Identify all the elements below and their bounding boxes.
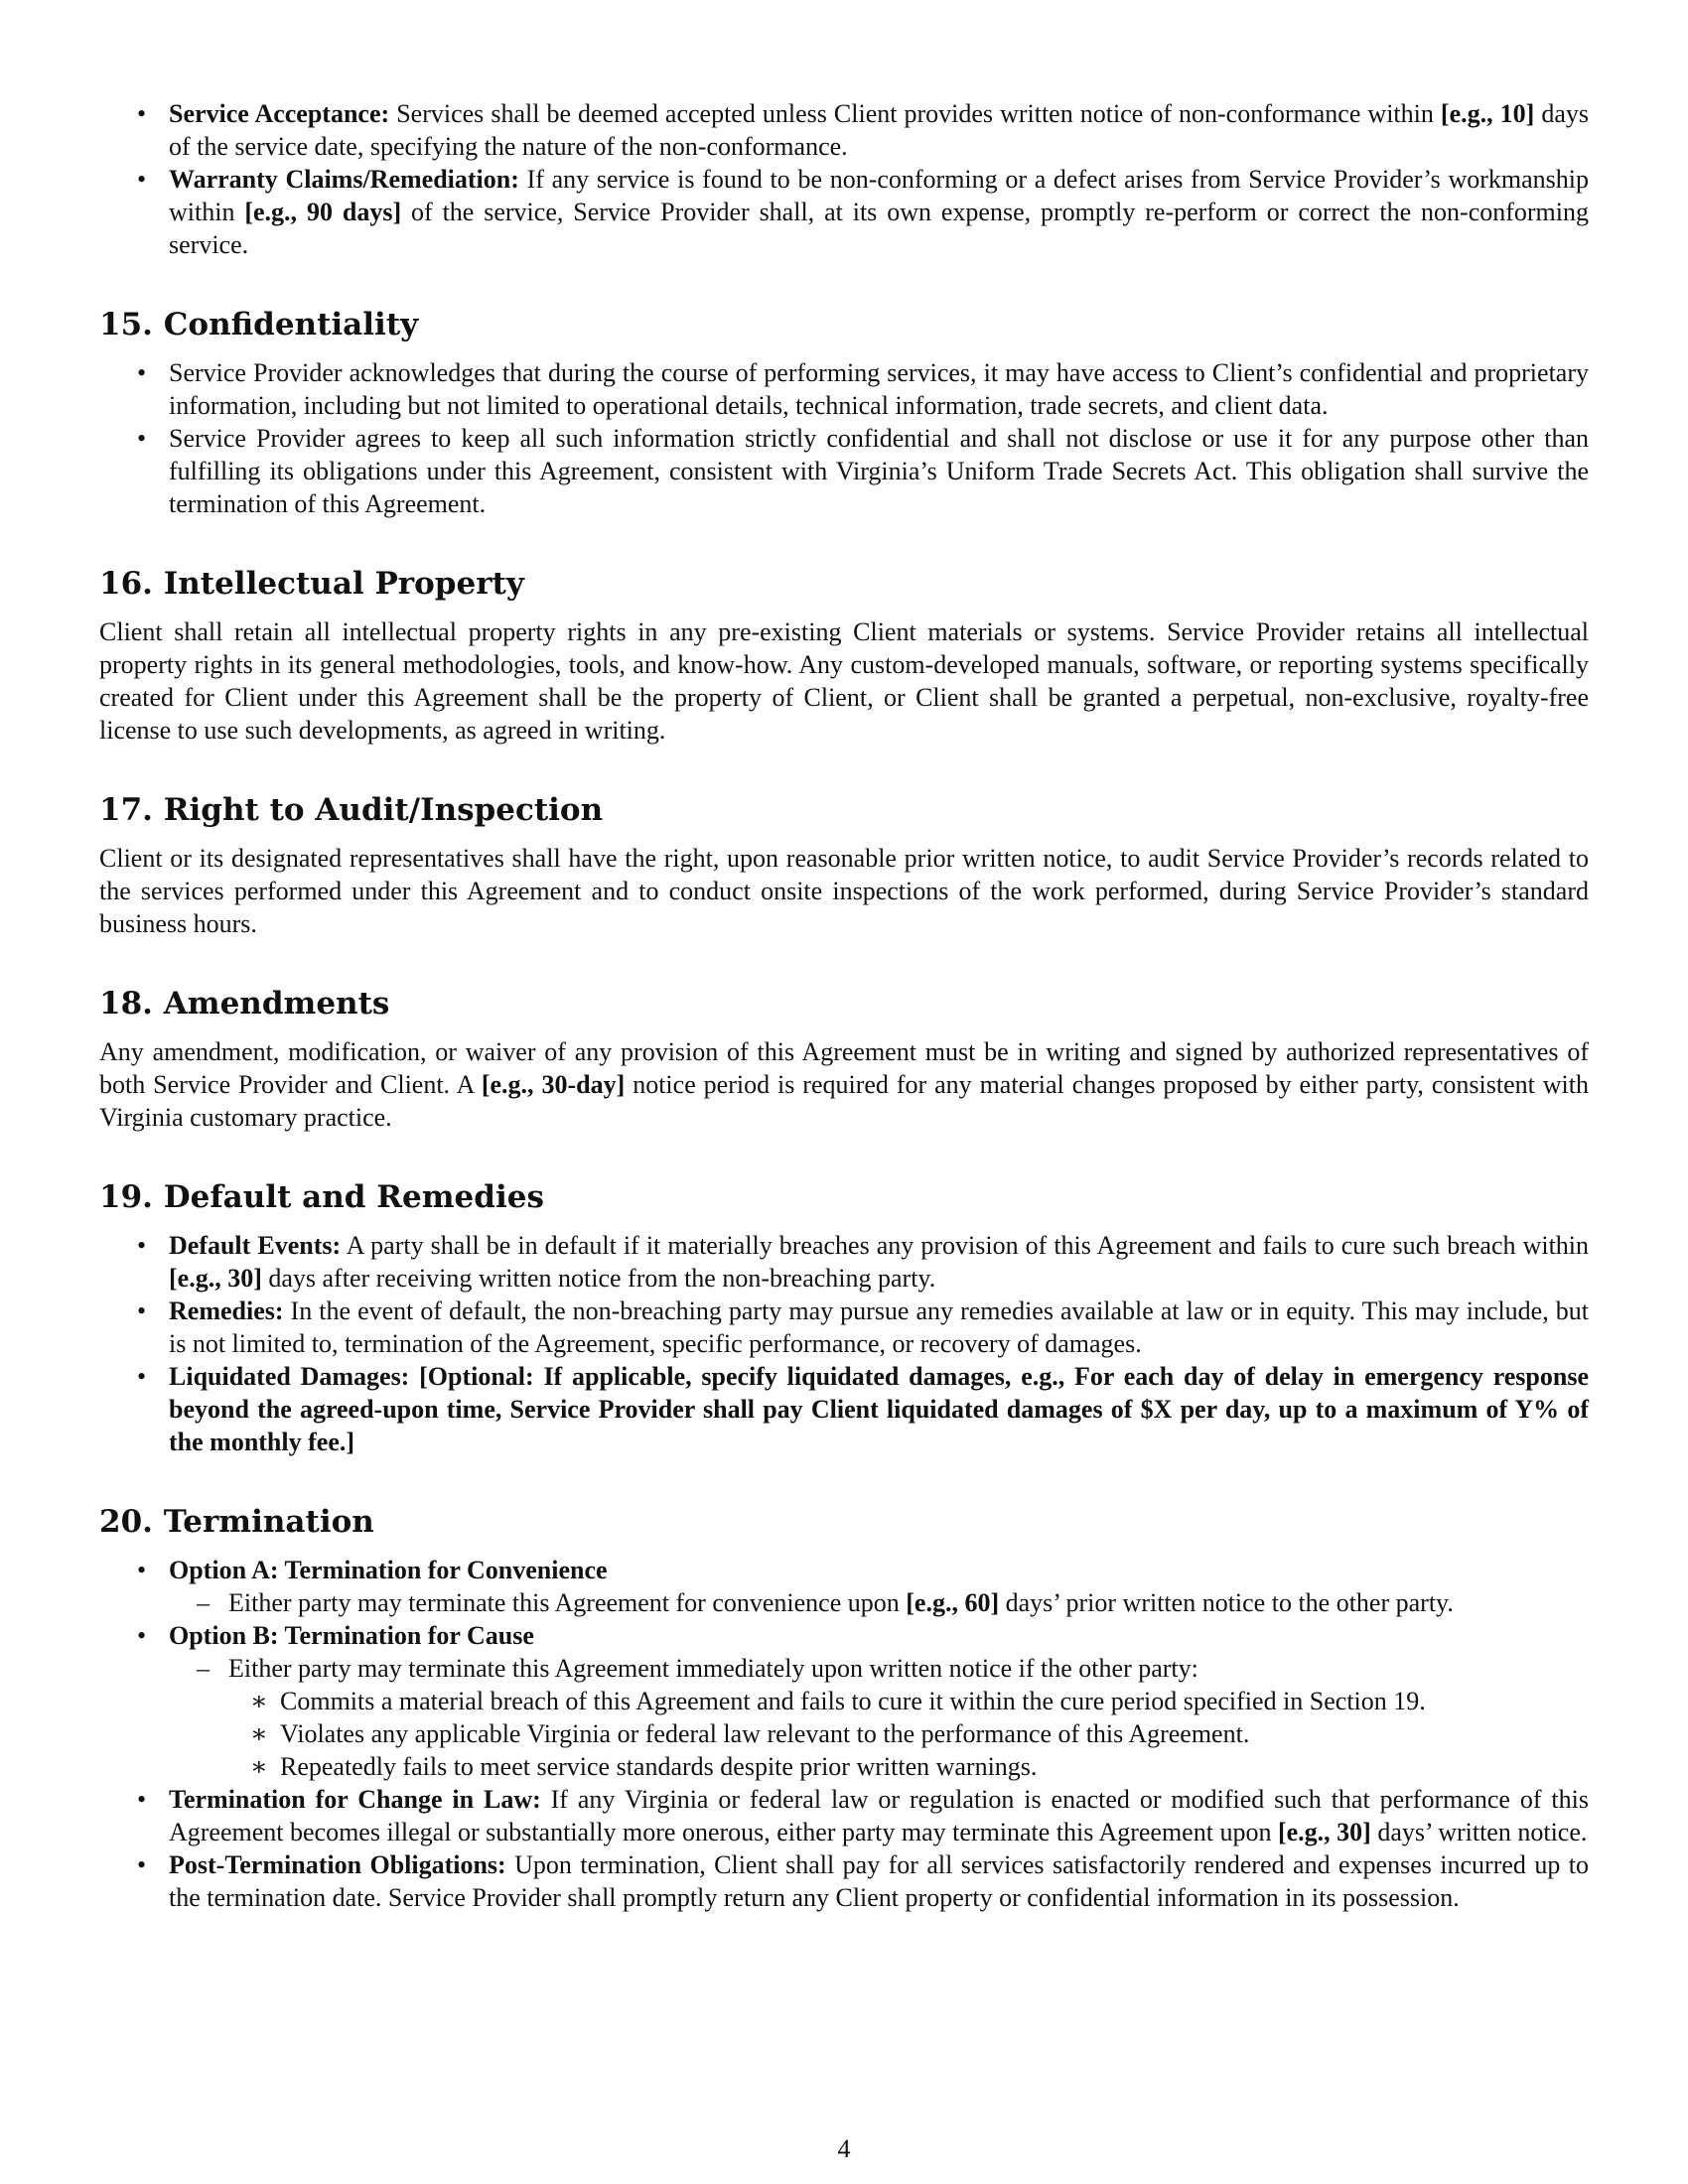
section-14-continued-list: [99, 97, 1589, 261]
item-label: Option A: Termination for Convenience: [169, 1556, 608, 1584]
item-label: Default Events:: [169, 1231, 342, 1260]
item-text: Either party may terminate this Agreement immediately upon written notice if the other party:: [228, 1654, 1198, 1683]
item-text: days after receiving written notice from the non-breaching party.: [261, 1264, 936, 1293]
sub-list-item: [169, 1652, 1589, 1783]
section-list: [99, 1554, 1589, 1914]
section-15: [99, 305, 1589, 520]
item-label: Service Acceptance:: [169, 99, 390, 128]
item-text: days of the service date, specifying the nature of the non-conformance.: [169, 99, 1590, 161]
paragraph-text: Any amendment, modification, or waiver of any provision of this Agreement must be in writing and signed by authorized representatives of both Service Provider and Client. A: [99, 1037, 1589, 1099]
item-text: of the service, Service Provider shall, at its own expense, promptly re-perform or correct the non-conforming service.: [169, 198, 1590, 259]
item-text: Upon termination, Client shall pay for all services satisfactorily rendered and expenses incurred up to the termination date. Service Provider shall promptly return any Client property or confidential information in its possession.: [169, 1850, 1589, 1912]
item-text: Either party may terminate this Agreement for convenience upon: [228, 1588, 907, 1617]
list-item: [99, 1360, 1589, 1458]
document-body: [99, 97, 1589, 1914]
list-item: [99, 1619, 1589, 1783]
sub-sub-list-item: ∗ Repeatedly fails to meet service standards despite prior written warnings.: [228, 1750, 1589, 1783]
item-label: Remedies:: [169, 1297, 284, 1325]
item-text: A party shall be in default if it materially breaches any provision of this Agreement and fails to cure such breach within: [341, 1231, 1590, 1260]
placeholder-value: [e.g., 60]: [906, 1588, 1000, 1617]
item-text: Services shall be deemed accepted unless Client provides written notice of non-conformance within: [389, 99, 1441, 128]
section-17: [99, 790, 1589, 940]
list-item: [99, 1848, 1589, 1914]
section-heading: 17. Right to Audit/Inspection: [99, 792, 604, 828]
list-item: • Service Provider acknowledges that during the course of performing services, it may have access to Client’s confidential and proprietary information, including but not limited to operational details, technical information, trade secrets, and client data.: [99, 356, 1589, 422]
sub-list: [169, 1586, 1589, 1619]
sub-list-item: [169, 1586, 1589, 1619]
item-label: Warranty Claims/Remediation:: [169, 165, 519, 194]
section-paragraph: Client or its designated representatives shall have the right, upon reasonable prior written notice, to audit Service Provider’s records related to the services performed under this Agreement and to conduct onsite inspections of the work performed, during Service Provider’s standard business hours.: [99, 844, 1589, 938]
item-text-bold: [Optional: If applicable, specify liquidated damages, e.g., For each day of delay in emergency response beyond the agreed-upon time, Service Provider shall pay Client liquidated damages of $X per day, up to a maximum of Y% of the monthly fee.]: [169, 1362, 1589, 1456]
paragraph-text: notice period is required for any material changes proposed by either party, consistent with Virginia customary practice.: [99, 1070, 1589, 1132]
section-paragraph: [99, 1035, 1589, 1134]
section-paragraph: Client shall retain all intellectual property rights in any pre-existing Client materials or systems. Service Provider retains all intellectual property rights in its general methodologies, tools, and know-how. Any custom-developed manuals, software, or reporting systems specifically created for Client under this Agreement shall be the property of Client, or Client shall be granted a perpetual, non-exclusive, royalty-free license to use such developments, as agreed in writing.: [99, 617, 1589, 745]
placeholder-value: [e.g., 30-day]: [481, 1070, 626, 1099]
section-heading: 15. Confidentiality: [99, 307, 419, 342]
item-text: If any Virginia or federal law or regulation is enacted or modified such that performance of this Agreement becomes illegal or substantially more onerous, either party may terminate this Agreement upon: [169, 1785, 1589, 1846]
list-item: [99, 97, 1589, 163]
item-text: days’ written notice.: [1370, 1818, 1588, 1846]
section-heading: 16. Intellectual Property: [99, 566, 524, 602]
section-18: [99, 984, 1589, 1134]
item-text: In the event of default, the non-breaching party may pursue any remedies available at law or in equity. This may include, but is not limited to, termination of the Agreement, specific performance, or recovery of damages.: [169, 1297, 1589, 1358]
list-item: [99, 163, 1589, 261]
section-list: [99, 1229, 1589, 1458]
item-label: Post-Termination Obligations:: [169, 1850, 506, 1879]
list-item: [99, 1229, 1589, 1295]
sub-list: [169, 1652, 1589, 1783]
item-label: Termination for Change in Law:: [169, 1785, 541, 1814]
section-heading: 19. Default and Remedies: [99, 1179, 544, 1215]
sub-sub-list: [228, 1685, 1589, 1783]
section-20: [99, 1502, 1589, 1914]
list-item: [99, 1554, 1589, 1619]
list-item: [99, 1783, 1589, 1848]
placeholder-value: [e.g., 30]: [169, 1264, 262, 1293]
item-text: days’ prior written notice to the other party.: [999, 1588, 1454, 1617]
item-text: If any service is found to be non-conforming or a defect arises from Service Provider’s workmanship within: [169, 165, 1589, 226]
section-heading: 18. Amendments: [99, 986, 390, 1022]
sub-sub-list-item: ∗ Commits a material breach of this Agreement and fails to cure it within the cure period specified in Section 19.: [228, 1685, 1589, 1717]
page-number: 4: [837, 2134, 851, 2163]
item-label: Liquidated Damages:: [169, 1362, 410, 1391]
list-item: • Service Provider agrees to keep all such information strictly confidential and shall not disclose or use it for any purpose other than fulfilling its obligations under this Agreement, consistent with Virginia’s Uniform Trade Secrets Act. This obligation shall survive the termination of this Agreement.: [99, 422, 1589, 520]
section-16: [99, 564, 1589, 747]
sub-sub-list-item: ∗ Violates any applicable Virginia or federal law relevant to the performance of this Agreement.: [228, 1717, 1589, 1750]
section-19: [99, 1177, 1589, 1458]
placeholder-value: [e.g., 30]: [1277, 1818, 1371, 1846]
placeholder-value: [e.g., 10]: [1440, 99, 1535, 128]
section-heading: 20. Termination: [99, 1504, 374, 1540]
section-list: [99, 356, 1589, 520]
item-label: Option B: Termination for Cause: [169, 1621, 534, 1650]
list-item: [99, 1295, 1589, 1360]
placeholder-value: [e.g., 90 days]: [244, 198, 402, 226]
